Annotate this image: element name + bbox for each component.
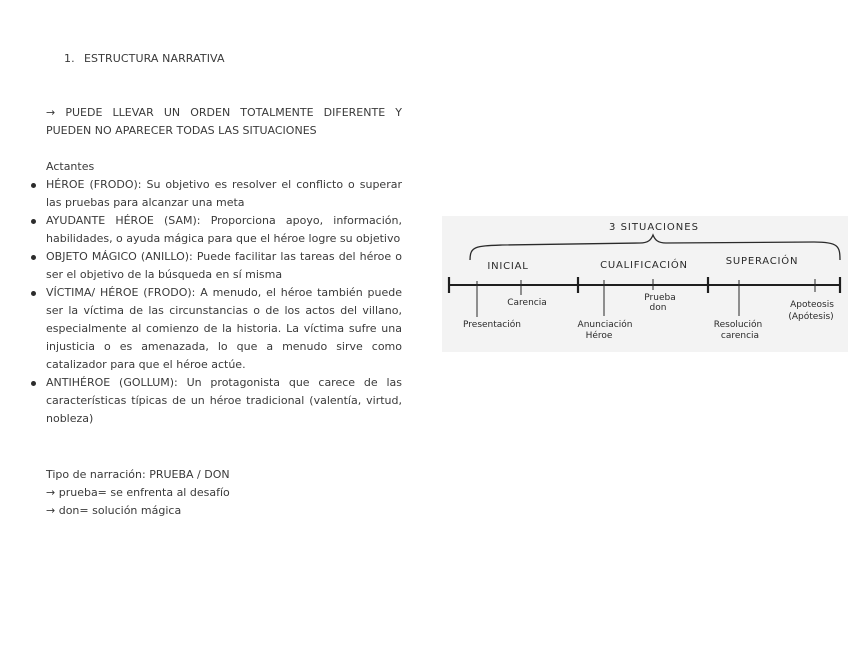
label-apotesis: (Apótesis) — [788, 312, 834, 322]
list-item: VÍCTIMA/ HÉROE (FRODO): A menudo, el héroe también puede ser la víctima de las circunstancias o de los actos del villano, especialmente al comienzo de la historia. La víctima sufre una injusticia o es amenazada, lo que a menudo sirve como catalizador para que el héroe actúe. — [46, 284, 402, 374]
list-item: ANTIHÉROE (GOLLUM): Un protagonista que carece de las características típicas de un héroe tradicional (valentía, virtud, nobleza) — [46, 374, 402, 428]
label-presentacion: Presentación — [463, 320, 521, 330]
label-heroe: Héroe — [585, 331, 613, 341]
actantes-list — [46, 176, 402, 428]
section-label-cualificacion: CUALIFICACIÓN — [600, 260, 688, 271]
section-heading — [64, 52, 225, 65]
narration-line-don: → don= solución mágica — [46, 504, 182, 517]
narration-line-prueba: → prueba= se enfrenta al desafío — [46, 486, 230, 499]
actantes-title: Actantes — [46, 160, 95, 173]
section-label-inicial: INICIAL — [487, 261, 529, 272]
diagram-title: 3 SITUACIONES — [609, 222, 699, 233]
timeline-sketch — [442, 216, 848, 352]
list-item: HÉROE (FRODO): Su objetivo es resolver el conflicto o superar las pruebas para alcanzar una meta — [46, 176, 402, 212]
intro-note: → PUEDE LLEVAR UN ORDEN TOTALMENTE DIFERENTE Y PUEDEN NO APARECER TODAS LAS SITUACIONES — [46, 106, 402, 137]
list-item: OBJETO MÁGICO (ANILLO): Puede facilitar las tareas del héroe o ser el objetivo de la búsqueda en sí misma — [46, 248, 402, 284]
label-resolucion: Resolución — [713, 320, 763, 330]
label-carencia-2: carencia — [720, 331, 760, 341]
label-apoteosis: Apoteosis — [790, 300, 834, 310]
label-prueba: Prueba — [644, 293, 676, 303]
section-number: 1. — [64, 52, 75, 65]
situaciones-diagram — [442, 216, 848, 352]
narration-title: Tipo de narración: PRUEBA / DON — [46, 468, 230, 481]
label-anunciacion: Anunciación — [577, 320, 633, 330]
list-item: AYUDANTE HÉROE (SAM): Proporciona apoyo, información, habilidades, o ayuda mágica para que el héroe logre su objetivo — [46, 212, 402, 248]
section-title: ESTRUCTURA NARRATIVA — [84, 52, 225, 65]
label-don: don — [649, 303, 667, 313]
label-carencia: Carencia — [507, 298, 547, 308]
narration-block — [46, 466, 402, 520]
section-label-superacion: SUPERACIÓN — [725, 256, 799, 267]
